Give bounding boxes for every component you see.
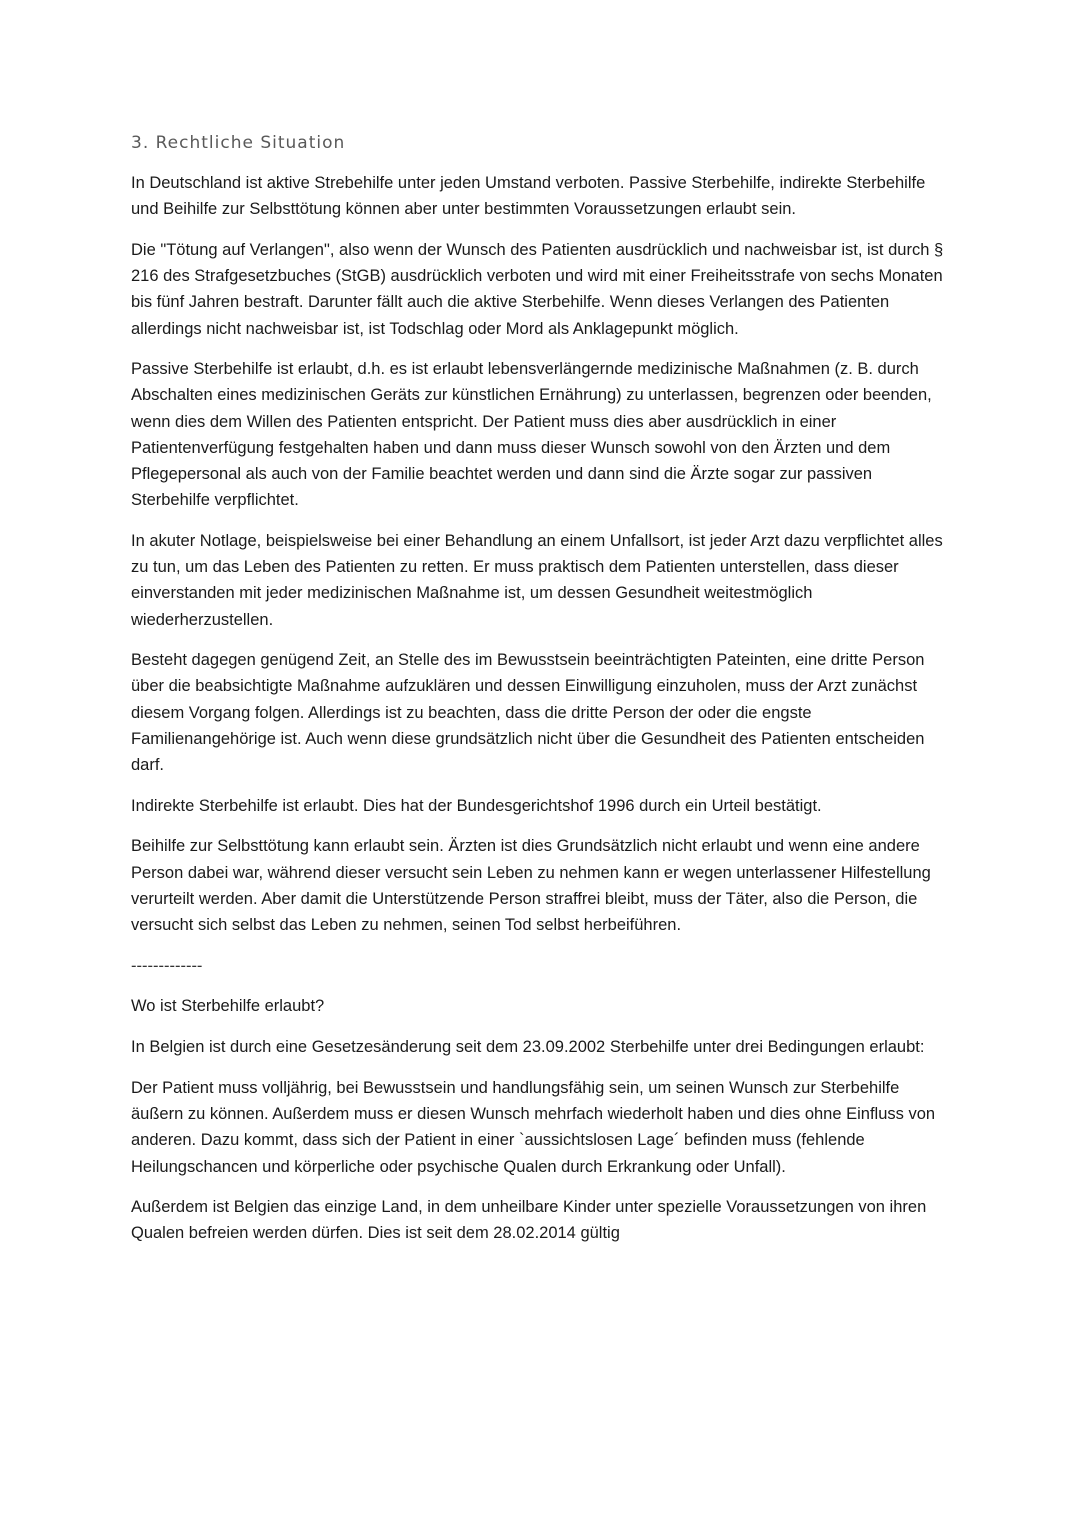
paragraph: Passive Sterbehilfe ist erlaubt, d.h. es ist erlaubt lebensverlängernde medizinische Maßnahmen (z. B. durch Abschalten eines medizinischen Geräts zur künstlichen Ernährung) zu unterlassen, begrenzen oder beenden, wenn dies dem Willen des Patienten entspricht. Der Patient muss dies aber ausdrücklich in einer Patientenverfügung festgehalten haben und dann muss dieser Wunsch sowohl von den Ärzten und dem Pflegepersonal als auch von der Familie beachtet werden und dann sind die Ärzte sogar zur passiven Sterbehilfe verpflichtet. — [131, 360, 932, 510]
paragraph: Der Patient muss volljährig, bei Bewusstsein und handlungsfähig sein, um seinen Wunsch zur Sterbehilfe äußern zu können. Außerdem muss er diesen Wunsch mehrfach wiederholt haben und dies ohne Einfluss von anderen. Dazu kommt, dass sich der Patient in einer `aussichtslosen Lage´ befinden muss (fehlende Heilungschancen und körperliche oder psychische Qualen durch Erkrankung oder Unfall). — [131, 1078, 936, 1176]
paragraph: Außerdem ist Belgien das einzige Land, in dem unheilbare Kinder unter spezielle Voraussetzungen von ihren Qualen befreien werden dürfen. Dies ist seit dem 28.02.2014 gültig — [131, 1198, 927, 1243]
divider-line: ------------- — [131, 956, 203, 975]
paragraph: Besteht dagegen genügend Zeit, an Stelle des im Bewusstsein beeinträchtigten Pateinten, eine dritte Person über die beabsichtigte Maßnahme aufzuklären und dessen Einwilligung einzuholen, muss der Arzt zunächst diesem Vorgang folgen. Allerdings ist zu beachten, dass die dritte Person der oder die engste Familienangehörige ist. Auch wenn diese grundsätzlich nicht über die Gesundheit des Patienten entscheiden darf. — [131, 651, 925, 775]
paragraph: In akuter Notlage, beispielsweise bei einer Behandlung an einem Unfallsort, ist jeder Arzt dazu verpflichtet alles zu tun, um das Leben des Patienten zu retten. Er muss praktisch dem Patienten unterstellen, dass dieser einverstanden mit jeder medizinischen Maßnahme ist, um dessen Gesundheit weitestmöglich wiederherzustellen. — [131, 531, 943, 629]
subheading-question: Wo ist Sterbehilfe erlaubt? — [131, 997, 325, 1016]
section-heading: 3. Rechtliche Situation — [131, 133, 346, 153]
paragraph: In Belgien ist durch eine Gesetzesänderung seit dem 23.09.2002 Sterbehilfe unter drei Bedingungen erlaubt: — [131, 1038, 925, 1057]
paragraph: Die "Tötung auf Verlangen", also wenn der Wunsch des Patienten ausdrücklich und nachweisbar ist, ist durch § 216 des Strafgesetzbuches (StGB) ausdrücklich verboten und wird mit einer Freiheitsstrafe von sechs Monaten bis fünf Jahren bestraft. Darunter fällt auch die aktive Sterbehilfe. Wenn dieses Verlangen des Patienten allerdings nicht nachweisbar ist, ist Todschlag oder Mord als Anklagepunkt möglich. — [131, 240, 944, 338]
paragraph: Indirekte Sterbehilfe ist erlaubt. Dies hat der Bundesgerichtshof 1996 durch ein Urteil bestätigt. — [131, 796, 822, 815]
paragraph: In Deutschland ist aktive Strebehilfe unter jeden Umstand verboten. Passive Sterbehilfe, indirekte Sterbehilfe und Beihilfe zur Selbsttötung können aber unter bestimmten Voraussetzungen erlaubt sein. — [131, 174, 926, 219]
paragraph: Beihilfe zur Selbsttötung kann erlaubt sein. Ärzten ist dies Grundsätzlich nicht erlaubt und wenn eine andere Person dabei war, während dieser versucht sein Leben zu nehmen kann er wegen unterlassener Hilfestellung verurteilt werden. Aber damit die Unterstützende Person straffrei bleibt, muss der Täter, also die Person, die versucht sich selbst das Leben zu nehmen, seinen Tod selbst herbeiführen. — [131, 837, 931, 935]
document-page — [131, 130, 951, 1261]
